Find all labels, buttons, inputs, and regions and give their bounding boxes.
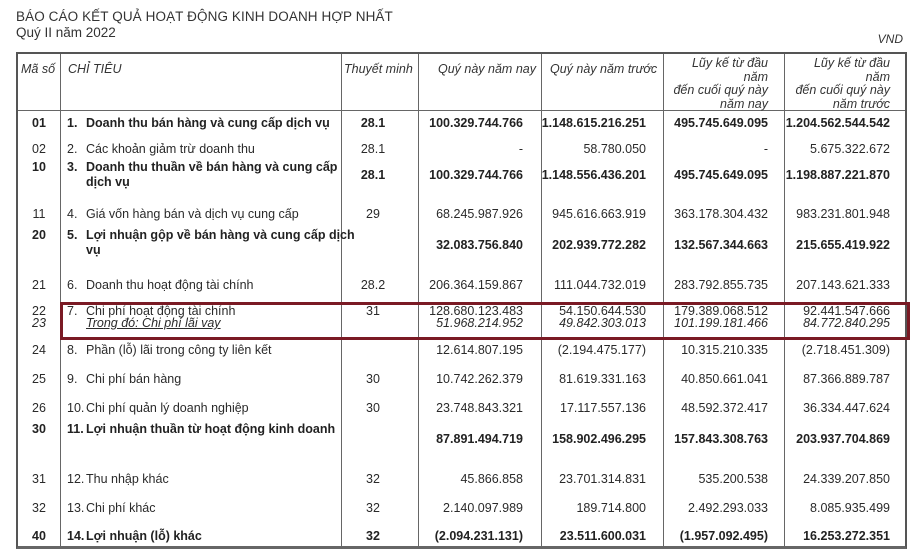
row-code: 11: [32, 207, 46, 221]
currency-unit: VND: [877, 32, 903, 46]
row-note: 30: [366, 401, 380, 415]
value-q-this-year: 12.614.807.195: [436, 343, 523, 357]
value-q-this-year: 100.329.744.766: [429, 168, 523, 182]
value-ytd-last-year: 215.655.419.922: [796, 238, 890, 252]
row-item-name: Lợi nhuận thuần từ hoạt động kinh doanh: [86, 422, 336, 436]
value-q-last-year: 202.939.772.282: [552, 238, 646, 252]
row-code: 23: [32, 316, 46, 330]
row-note: 28.2: [360, 278, 386, 292]
value-q-this-year: 100.329.744.766: [429, 116, 523, 130]
value-ytd-this-year: 363.178.304.432: [674, 207, 768, 221]
row-number: 5.: [67, 228, 78, 242]
value-q-this-year: -: [518, 142, 523, 156]
value-ytd-this-year: 535.200.538: [698, 472, 768, 486]
value-q-last-year: 945.616.663.919: [552, 207, 646, 221]
value-ytd-last-year: 84.772.840.295: [803, 316, 890, 330]
value-ytd-this-year: (1.957.092.495): [679, 529, 768, 543]
row-code: 40: [32, 529, 46, 543]
row-code: 01: [32, 116, 46, 130]
row-code: 26: [32, 401, 46, 415]
value-ytd-this-year: 40.850.661.041: [681, 372, 768, 386]
value-ytd-last-year: 1.204.562.544.542: [785, 116, 890, 130]
row-code: 22: [32, 304, 46, 318]
row-item-name: Chi phí khác: [86, 501, 156, 515]
value-ytd-last-year: 207.143.621.333: [796, 278, 890, 292]
value-q-this-year: 23.748.843.321: [436, 401, 523, 415]
row-item-name: Lợi nhuận (lỗ) khác: [86, 529, 202, 543]
row-item-name: Lợi nhuận gộp về bán hàng và cung cấp dịch vụ: [86, 228, 355, 257]
row-item-name: Các khoản giảm trừ doanh thu: [86, 142, 255, 156]
row-number: 13.: [67, 501, 85, 515]
row-code: 20: [32, 228, 46, 242]
report-title: BÁO CÁO KẾT QUẢ HOẠT ĐỘNG KINH DOANH HỢP NHẤT: [16, 9, 393, 24]
value-q-this-year: 45.866.858: [460, 472, 523, 486]
row-code: 21: [32, 278, 46, 292]
row-number: 14.: [67, 529, 85, 543]
value-ytd-this-year: 132.567.344.663: [674, 238, 768, 252]
row-note: 31: [366, 304, 380, 318]
value-ytd-last-year: 16.253.272.351: [803, 529, 890, 543]
value-q-this-year: 51.968.214.952: [436, 316, 523, 330]
row-item-name: Doanh thu thuần về bán hàng và cung cấp dịch vụ: [86, 160, 338, 189]
header-q-last-year: Quý này năm trước: [550, 62, 658, 76]
row-number: 12.: [67, 472, 85, 486]
row-item-name: Thu nhập khác: [86, 472, 169, 486]
header-q-this-year: Quý này năm nay: [438, 62, 536, 76]
row-number: 8.: [67, 343, 78, 357]
value-q-this-year: 10.742.262.379: [436, 372, 523, 386]
value-ytd-this-year: 495.745.649.095: [674, 168, 768, 182]
value-q-this-year: 32.083.756.840: [436, 238, 523, 252]
value-ytd-this-year: 283.792.855.735: [674, 278, 768, 292]
row-number: 7.: [67, 304, 78, 318]
value-q-last-year: 58.780.050: [583, 142, 646, 156]
value-q-last-year: 1.148.615.216.251: [541, 116, 646, 130]
value-ytd-last-year: 87.366.889.787: [803, 372, 890, 386]
value-q-this-year: 68.245.987.926: [436, 207, 523, 221]
row-number: 11.: [67, 422, 84, 436]
row-number: 4.: [67, 207, 78, 221]
row-item-name: Giá vốn hàng bán và dịch vụ cung cấp: [86, 207, 299, 221]
row-note: 28.1: [360, 168, 386, 182]
header-code: Mã số: [21, 62, 56, 76]
value-q-last-year: 17.117.557.136: [560, 401, 646, 415]
value-q-last-year: 1.148.556.436.201: [541, 168, 646, 182]
row-item-name: Trong đó: Chi phí lãi vay: [86, 316, 221, 330]
value-q-last-year: (2.194.475.177): [557, 343, 646, 357]
value-ytd-this-year: 2.492.293.033: [688, 501, 768, 515]
row-number: 10.: [67, 401, 85, 415]
row-number: 1.: [67, 116, 78, 130]
column-divider: [60, 54, 61, 546]
value-q-last-year: 158.902.496.295: [552, 432, 646, 446]
value-ytd-last-year: 92.441.547.666: [803, 304, 890, 318]
row-code: 02: [32, 142, 46, 156]
header-ytd-this-year: Lũy kế từ đầu năm đến cuối quý này năm nay: [673, 56, 768, 111]
value-ytd-last-year: 8.085.935.499: [810, 501, 890, 515]
header-note: Thuyết minh: [344, 62, 413, 76]
value-q-last-year: 23.511.600.031: [559, 529, 646, 543]
row-note: 29: [366, 207, 380, 221]
value-q-this-year: 206.364.159.867: [429, 278, 523, 292]
value-q-this-year: 87.891.494.719: [436, 432, 523, 446]
row-code: 30: [32, 422, 46, 436]
value-ytd-this-year: 157.843.308.763: [674, 432, 768, 446]
value-ytd-this-year: 10.315.210.335: [681, 343, 768, 357]
row-note: 28.1: [360, 116, 386, 130]
value-ytd-this-year: 495.745.649.095: [674, 116, 768, 130]
row-item-name: Chi phí bán hàng: [86, 372, 182, 386]
value-q-last-year: 23.701.314.831: [559, 472, 646, 486]
value-ytd-this-year: -: [763, 142, 768, 156]
row-item-name: Doanh thu hoạt động tài chính: [86, 278, 254, 292]
row-number: 9.: [67, 372, 78, 386]
value-q-last-year: 81.619.331.163: [559, 372, 646, 386]
table-header: [18, 54, 905, 111]
value-ytd-last-year: 983.231.801.948: [796, 207, 890, 221]
value-q-this-year: (2.094.231.131): [434, 529, 523, 543]
value-q-this-year: 128.680.123.483: [429, 304, 523, 318]
value-ytd-last-year: (2.718.451.309): [801, 343, 890, 357]
row-code: 10: [32, 160, 46, 174]
value-ytd-this-year: 48.592.372.417: [681, 401, 768, 415]
row-note: 32: [366, 472, 380, 486]
row-number: 6.: [67, 278, 78, 292]
value-ytd-last-year: 24.339.207.850: [803, 472, 890, 486]
report-period: Quý II năm 2022: [16, 25, 116, 40]
income-statement-table: [16, 52, 907, 549]
row-item-name: Doanh thu bán hàng và cung cấp dịch vụ: [86, 116, 330, 130]
value-ytd-last-year: 203.937.704.869: [796, 432, 890, 446]
row-item-name: Phần (lỗ) lãi trong công ty liên kết: [86, 343, 272, 357]
value-ytd-last-year: 36.334.447.624: [803, 401, 890, 415]
value-q-last-year: 49.842.303.013: [559, 316, 646, 330]
row-item-name: Chi phí quản lý doanh nghiệp: [86, 401, 249, 415]
header-item: CHỈ TIÊU: [68, 62, 122, 76]
value-ytd-this-year: 101.199.181.466: [674, 316, 768, 330]
row-note: 30: [366, 372, 380, 386]
row-code: 25: [32, 372, 46, 386]
value-q-this-year: 2.140.097.989: [443, 501, 523, 515]
row-number: 3.: [67, 160, 78, 174]
row-number: 2.: [67, 142, 78, 156]
value-ytd-this-year: 179.389.068.512: [674, 304, 768, 318]
row-code: 31: [32, 472, 46, 486]
header-ytd-last-year: Lũy kế từ đầu năm đến cuối quý này năm trước: [795, 56, 890, 111]
row-item-name: Chi phí hoạt động tài chính: [86, 304, 236, 318]
value-q-last-year: 111.044.732.019: [554, 278, 646, 292]
value-ytd-last-year: 5.675.322.672: [810, 142, 890, 156]
row-code: 32: [32, 501, 46, 515]
row-note: 28.1: [360, 142, 386, 156]
row-note: 32: [366, 529, 380, 543]
row-code: 24: [32, 343, 46, 357]
value-q-last-year: 189.714.800: [576, 501, 646, 515]
row-note: 32: [366, 501, 380, 515]
value-q-last-year: 54.150.644.530: [559, 304, 646, 318]
value-ytd-last-year: 1.198.887.221.870: [785, 168, 890, 182]
